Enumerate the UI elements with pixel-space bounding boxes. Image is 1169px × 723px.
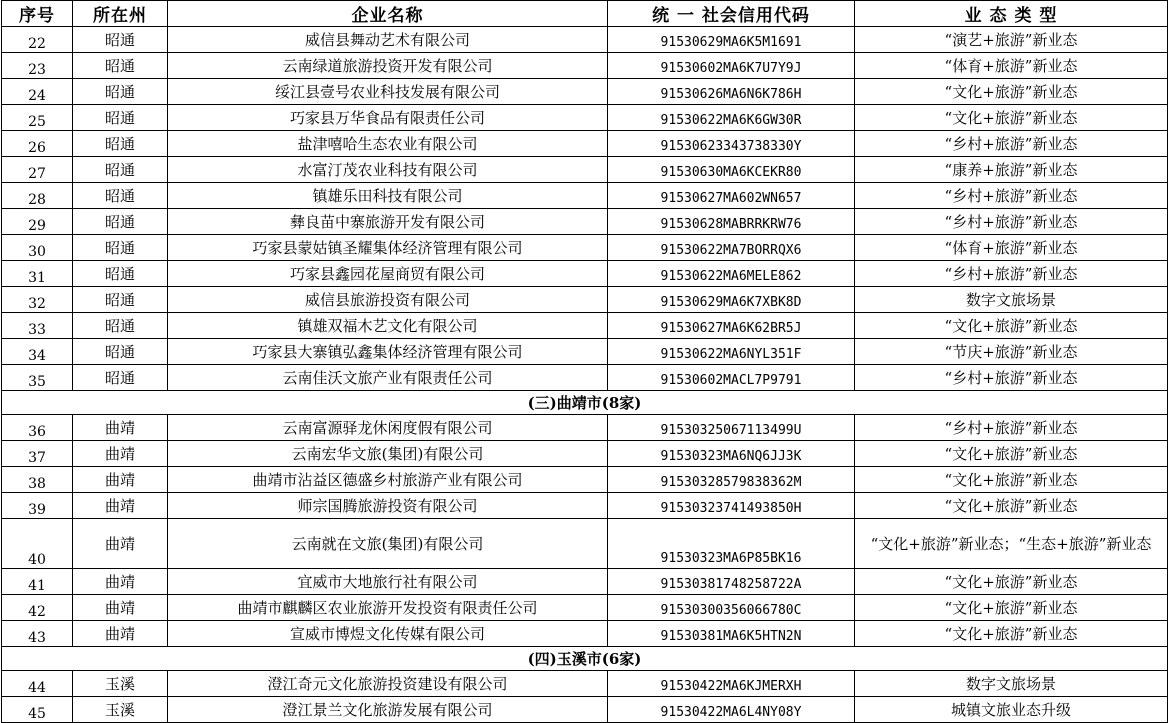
section-title: (三)曲靖市(8家) — [2, 391, 1168, 415]
prefecture-cell: 曲靖 — [73, 569, 168, 595]
serial-no-cell: 27 — [2, 157, 73, 183]
serial-no-cell: 22 — [2, 27, 73, 53]
credit-code-cell: 91530630MA6KCEKR80 — [608, 157, 855, 183]
serial-no-cell: 44 — [2, 671, 73, 697]
prefecture-cell: 曲靖 — [73, 621, 168, 647]
enterprise-table — [1, 0, 1168, 723]
table-row — [2, 441, 1168, 467]
prefecture-cell: 玉溪 — [73, 697, 168, 723]
header-company-name: 企业名称 — [168, 1, 608, 27]
prefecture-cell: 昭通 — [73, 79, 168, 105]
serial-no-cell: 26 — [2, 131, 73, 157]
business-type-cell: “乡村+旅游”新业态 — [855, 183, 1168, 209]
credit-code-cell: 91530622MA7BORRQX6 — [608, 235, 855, 261]
section-title: (四)玉溪市(6家) — [2, 647, 1168, 671]
table-row — [2, 697, 1168, 723]
table-row — [2, 621, 1168, 647]
business-type-cell: “体育+旅游”新业态 — [855, 235, 1168, 261]
serial-no-cell: 42 — [2, 595, 73, 621]
serial-no-cell: 34 — [2, 339, 73, 365]
business-type-cell: “乡村+旅游”新业态 — [855, 209, 1168, 235]
serial-no-cell: 23 — [2, 53, 73, 79]
company-name-cell: 云南富源驿龙休闲度假有限公司 — [168, 415, 608, 441]
company-name-cell: 曲靖市麒麟区农业旅游开发投资有限责任公司 — [168, 595, 608, 621]
company-name-cell: 师宗国腾旅游投资有限公司 — [168, 493, 608, 519]
table-row — [2, 157, 1168, 183]
credit-code-cell: 91530381MA6K5HTN2N — [608, 621, 855, 647]
prefecture-cell: 玉溪 — [73, 671, 168, 697]
table-row — [2, 313, 1168, 339]
prefecture-cell: 昭通 — [73, 365, 168, 391]
credit-code-cell: 91530328579838362M — [608, 467, 855, 493]
prefecture-cell: 昭通 — [73, 183, 168, 209]
company-name-cell: 巧家县蒙姑镇圣耀集体经济管理有限公司 — [168, 235, 608, 261]
prefecture-cell: 昭通 — [73, 27, 168, 53]
serial-no-cell: 25 — [2, 105, 73, 131]
serial-no-cell: 38 — [2, 467, 73, 493]
prefecture-cell: 昭通 — [73, 235, 168, 261]
serial-no-cell: 39 — [2, 493, 73, 519]
header-serial-no: 序号 — [2, 1, 73, 27]
business-type-cell: “文化+旅游”新业态 — [855, 313, 1168, 339]
business-type-cell: “文化+旅游”新业态 — [855, 493, 1168, 519]
prefecture-cell: 昭通 — [73, 339, 168, 365]
business-type-cell: “乡村+旅游”新业态 — [855, 131, 1168, 157]
table-row — [2, 261, 1168, 287]
company-name-cell: 云南绿道旅游投资开发有限公司 — [168, 53, 608, 79]
prefecture-cell: 昭通 — [73, 313, 168, 339]
table-row — [2, 53, 1168, 79]
header-row — [2, 1, 1168, 27]
table-row — [2, 339, 1168, 365]
serial-no-cell: 43 — [2, 621, 73, 647]
section-header-row — [2, 647, 1168, 671]
serial-no-cell: 37 — [2, 441, 73, 467]
prefecture-cell: 昭通 — [73, 287, 168, 313]
credit-code-cell: 91530627MA602WN657 — [608, 183, 855, 209]
prefecture-cell: 曲靖 — [73, 467, 168, 493]
prefecture-cell: 昭通 — [73, 261, 168, 287]
prefecture-cell: 曲靖 — [73, 595, 168, 621]
serial-no-cell: 35 — [2, 365, 73, 391]
company-name-cell: 宜威市大地旅行社有限公司 — [168, 569, 608, 595]
business-type-cell: 城镇文旅业态升级 — [855, 697, 1168, 723]
credit-code-cell: 91530323MA6P85BK16 — [608, 519, 855, 569]
table-row — [2, 365, 1168, 391]
serial-no-cell: 40 — [2, 519, 73, 569]
prefecture-cell: 昭通 — [73, 105, 168, 131]
table-row — [2, 595, 1168, 621]
company-name-cell: 澄江景兰文化旅游发展有限公司 — [168, 697, 608, 723]
section-header-row — [2, 391, 1168, 415]
business-type-cell: “乡村+旅游”新业态 — [855, 365, 1168, 391]
prefecture-cell: 昭通 — [73, 53, 168, 79]
header-credit-code: 统 一 社会信用代码 — [608, 1, 855, 27]
company-name-cell: 水富汀茂农业科技有限公司 — [168, 157, 608, 183]
company-name-cell: 宣威市博煜文化传媒有限公司 — [168, 621, 608, 647]
credit-code-cell: 91530622MA6NYL351F — [608, 339, 855, 365]
business-type-cell: “文化+旅游”新业态 — [855, 441, 1168, 467]
credit-code-cell: 91530325067113499U — [608, 415, 855, 441]
serial-no-cell: 24 — [2, 79, 73, 105]
business-type-cell: “文化+旅游”新业态 — [855, 79, 1168, 105]
business-type-cell: “文化+旅游”新业态 — [855, 621, 1168, 647]
company-name-cell: 巧家县万华食品有限责任公司 — [168, 105, 608, 131]
credit-code-cell: 91530381748258722A — [608, 569, 855, 595]
credit-code-cell: 91530422MA6L4NY08Y — [608, 697, 855, 723]
company-name-cell: 曲靖市沾益区德盛乡村旅游产业有限公司 — [168, 467, 608, 493]
business-type-cell: “文化+旅游”新业态 — [855, 595, 1168, 621]
credit-code-cell: 91530602MACL7P9791 — [608, 365, 855, 391]
credit-code-cell: 91530300356066780C — [608, 595, 855, 621]
serial-no-cell: 30 — [2, 235, 73, 261]
company-name-cell: 云南宏华文旅(集团)有限公司 — [168, 441, 608, 467]
company-name-cell: 彝良苗中寨旅游开发有限公司 — [168, 209, 608, 235]
business-type-cell: 数字文旅场景 — [855, 671, 1168, 697]
business-type-cell: “演艺+旅游”新业态 — [855, 27, 1168, 53]
company-name-cell: 镇雄双福木艺文化有限公司 — [168, 313, 608, 339]
serial-no-cell: 36 — [2, 415, 73, 441]
serial-no-cell: 31 — [2, 261, 73, 287]
table-row — [2, 569, 1168, 595]
company-name-cell: 澄江奇元文化旅游投资建设有限公司 — [168, 671, 608, 697]
table-row — [2, 131, 1168, 157]
credit-code-cell: 91530622MA6K6GW30R — [608, 105, 855, 131]
serial-no-cell: 29 — [2, 209, 73, 235]
table-row — [2, 519, 1168, 569]
serial-no-cell: 32 — [2, 287, 73, 313]
credit-code-cell: 91530628MABRRKRW76 — [608, 209, 855, 235]
business-type-cell: “文化+旅游”新业态 — [855, 105, 1168, 131]
credit-code-cell: 91530422MA6KJMERXH — [608, 671, 855, 697]
business-type-cell: “节庆+旅游”新业态 — [855, 339, 1168, 365]
table-row — [2, 415, 1168, 441]
table-row — [2, 671, 1168, 697]
company-name-cell: 镇雄乐田科技有限公司 — [168, 183, 608, 209]
company-name-cell: 巧家县鑫园花屋商贸有限公司 — [168, 261, 608, 287]
company-name-cell: 盐津嘻哈生态农业有限公司 — [168, 131, 608, 157]
business-type-cell: “乡村+旅游”新业态 — [855, 415, 1168, 441]
serial-no-cell: 41 — [2, 569, 73, 595]
table-row — [2, 27, 1168, 53]
credit-code-cell: 91530629MA6K5M1691 — [608, 27, 855, 53]
credit-code-cell: 91530626MA6N6K786H — [608, 79, 855, 105]
company-name-cell: 绥江县壹号农业科技发展有限公司 — [168, 79, 608, 105]
prefecture-cell: 曲靖 — [73, 441, 168, 467]
business-type-cell: “乡村+旅游”新业态 — [855, 261, 1168, 287]
business-type-cell: “文化+旅游”新业态 — [855, 569, 1168, 595]
table-row — [2, 235, 1168, 261]
credit-code-cell: 91530602MA6K7U7Y9J — [608, 53, 855, 79]
table-row — [2, 183, 1168, 209]
business-type-cell: “体育+旅游”新业态 — [855, 53, 1168, 79]
prefecture-cell: 昭通 — [73, 131, 168, 157]
business-type-cell: “康养+旅游”新业态 — [855, 157, 1168, 183]
header-prefecture: 所在州 — [73, 1, 168, 27]
prefecture-cell: 昭通 — [73, 157, 168, 183]
table-row — [2, 105, 1168, 131]
table-row — [2, 467, 1168, 493]
table-row — [2, 493, 1168, 519]
table-body — [2, 27, 1168, 723]
table-row — [2, 287, 1168, 313]
prefecture-cell: 曲靖 — [73, 415, 168, 441]
company-name-cell: 云南佳沃文旅产业有限责任公司 — [168, 365, 608, 391]
credit-code-cell: 91530323741493850H — [608, 493, 855, 519]
table-row — [2, 209, 1168, 235]
company-name-cell: 威信县舞动艺术有限公司 — [168, 27, 608, 53]
company-name-cell: 威信县旅游投资有限公司 — [168, 287, 608, 313]
credit-code-cell: 91530629MA6K7XBK8D — [608, 287, 855, 313]
business-type-cell: “文化+旅游”新业态 — [855, 467, 1168, 493]
header-business-type: 业 态 类 型 — [855, 1, 1168, 27]
credit-code-cell: 91530627MA6K62BR5J — [608, 313, 855, 339]
credit-code-cell: 91530622MA6MELE862 — [608, 261, 855, 287]
company-name-cell: 云南就在文旅(集团)有限公司 — [168, 519, 608, 569]
serial-no-cell: 33 — [2, 313, 73, 339]
credit-code-cell: 91530323MA6NQ6JJ3K — [608, 441, 855, 467]
prefecture-cell: 曲靖 — [73, 519, 168, 569]
business-type-cell: 数字文旅场景 — [855, 287, 1168, 313]
serial-no-cell: 28 — [2, 183, 73, 209]
prefecture-cell: 曲靖 — [73, 493, 168, 519]
serial-no-cell: 45 — [2, 697, 73, 723]
prefecture-cell: 昭通 — [73, 209, 168, 235]
business-type-cell: “文化+旅游”新业态；“生态+旅游”新业态 — [855, 519, 1168, 569]
company-name-cell: 巧家县大寨镇弘鑫集体经济管理有限公司 — [168, 339, 608, 365]
table-row — [2, 79, 1168, 105]
credit-code-cell: 91530623343738330Y — [608, 131, 855, 157]
